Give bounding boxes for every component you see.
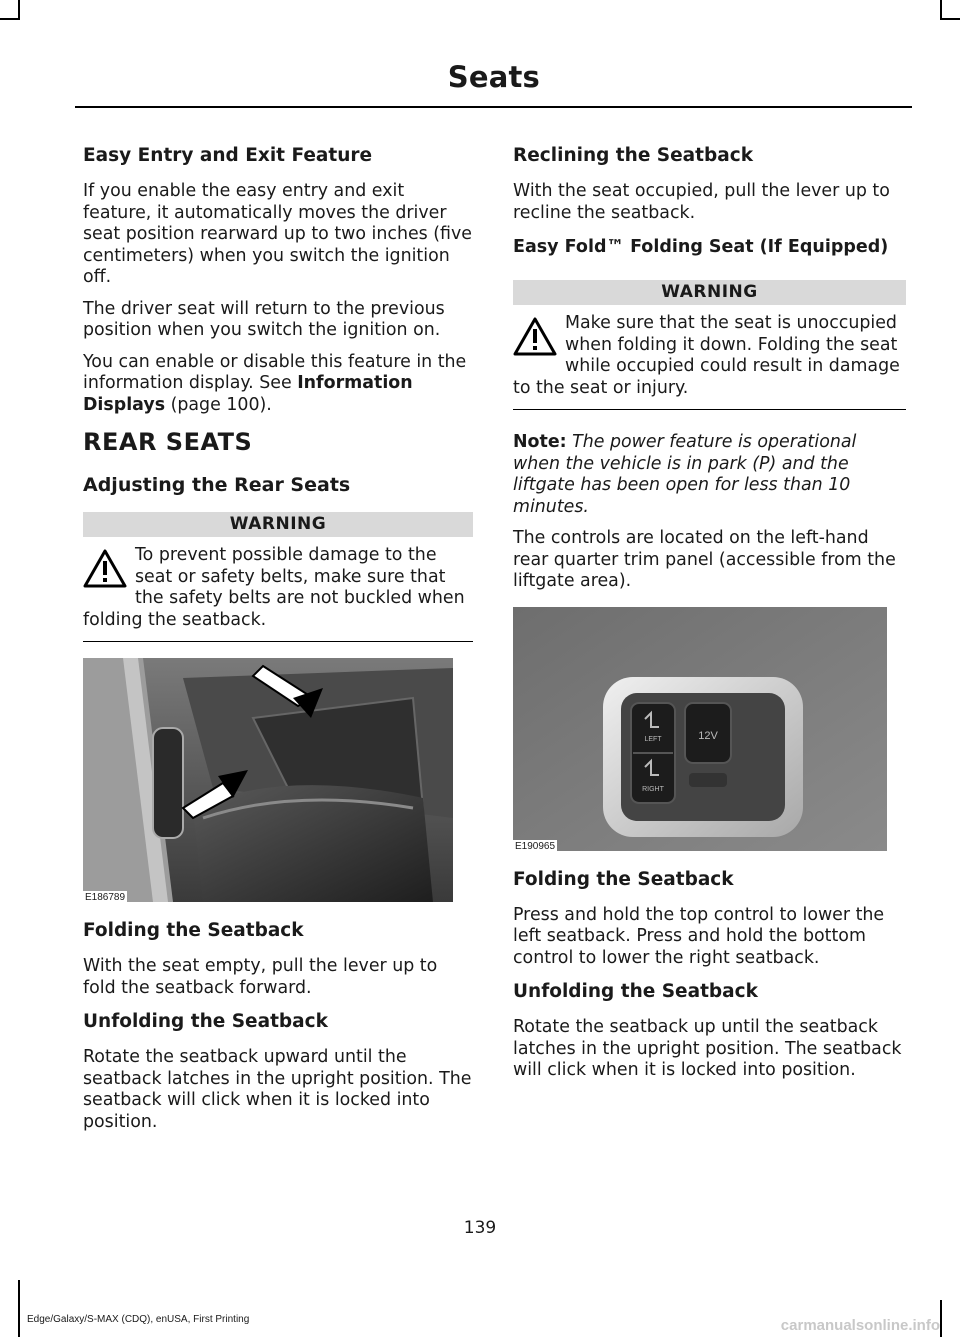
unfolding-heading: Unfolding the Seatback: [513, 981, 758, 1002]
switch-panel-illustration: [513, 607, 887, 851]
figure-code: E190965: [515, 840, 556, 852]
footer-text: Edge/Galaxy/S-MAX (CDQ), enUSA, First Printing: [27, 1314, 250, 1325]
information-displays-link[interactable]: Information Displays: [83, 373, 413, 415]
note-text: The power feature is operational when the vehicle is in park (P) and the liftgate has been open for less than 10 minutes.: [513, 432, 857, 517]
controls-location-text: The controls are located on the left-hand rear quarter trim panel (accessible from the liftgate area).: [513, 528, 896, 591]
warning-triangle-icon: [83, 549, 127, 589]
warning-triangle-icon: [513, 317, 557, 357]
unfolding-heading: Unfolding the Seatback: [83, 1011, 328, 1032]
unfolding-text: Rotate the seatback upward until the seatback latches in the upright position. The seatback will click when it is locked into position.: [83, 1047, 472, 1132]
rear-seat-illustration: [83, 658, 453, 902]
left-column: [83, 143, 473, 1143]
reclining-heading: Reclining the Seatback: [513, 145, 754, 166]
note-paragraph: [513, 432, 906, 518]
reclining-text: With the seat occupied, pull the lever up to recline the seatback.: [513, 181, 890, 223]
unfolding-text: Rotate the seatback up until the seatback latches in the upright position. The seatback will click when it is locked into position.: [513, 1017, 902, 1080]
switch-panel-figure: [513, 607, 887, 851]
page-number: 139: [463, 1218, 497, 1238]
warning-rule: [513, 409, 906, 410]
switch-label-right: RIGHT: [642, 785, 664, 793]
easy-entry-paragraph-2: The driver seat will return to the previous position when you switch the ignition on.: [83, 298, 445, 340]
warning-block: [83, 545, 473, 631]
warning-text: Make sure that the seat is unoccupied when folding it down. Folding the seat while occupied could result in damage to the seat or injury.: [513, 313, 900, 398]
warning-bar: WARNING: [83, 512, 473, 537]
p3-prefix: You can enable or disable this feature in the information display. See: [83, 351, 467, 393]
crop-mark: [0, 18, 20, 20]
rear-seat-figure: [83, 658, 453, 902]
header-rule: [75, 106, 912, 108]
switch-label-left: LEFT: [644, 735, 662, 743]
easy-fold-heading: Easy Fold™ Folding Seat (If Equipped): [513, 237, 889, 257]
crop-mark: [18, 1280, 20, 1337]
easy-entry-heading: Easy Entry and Exit Feature: [83, 145, 373, 166]
warning-block: [513, 313, 906, 399]
crop-mark: [940, 1300, 942, 1337]
warning-text: To prevent possible damage to the seat or safety belts, make sure that the safety belts are not buckled when folding the seatback.: [83, 545, 465, 630]
rear-seats-heading: REAR SEATS: [83, 428, 253, 456]
adjusting-rear-seats-heading: Adjusting the Rear Seats: [83, 474, 351, 496]
watermark: carmanualsonline.info: [780, 1317, 940, 1334]
warning-bar: WARNING: [513, 280, 906, 305]
folding-heading: Folding the Seatback: [513, 868, 734, 890]
p3-suffix: (page 100).: [165, 394, 272, 415]
outlet-label: 12V: [698, 729, 718, 742]
note-label: Note:: [513, 432, 567, 452]
folding-text: Press and hold the top control to lower the left seatback. Press and hold the bottom control to lower the right seatback.: [513, 904, 885, 968]
page-header-title: Seats: [447, 60, 540, 94]
easy-entry-paragraph-1: If you enable the easy entry and exit feature, it automatically moves the driver seat position rearward up to two inches (five centimeters) when you switch the ignition off.: [83, 181, 472, 287]
crop-mark: [940, 18, 960, 20]
folding-text: With the seat empty, pull the lever up to fold the seatback forward.: [83, 956, 438, 998]
crop-mark: [940, 0, 942, 20]
figure-code: E186789: [85, 892, 126, 903]
folding-heading: Folding the Seatback: [83, 920, 304, 941]
easy-entry-paragraph-3: [83, 352, 473, 417]
warning-rule: [83, 641, 473, 642]
right-column: [513, 143, 906, 1092]
crop-mark: [18, 0, 20, 20]
